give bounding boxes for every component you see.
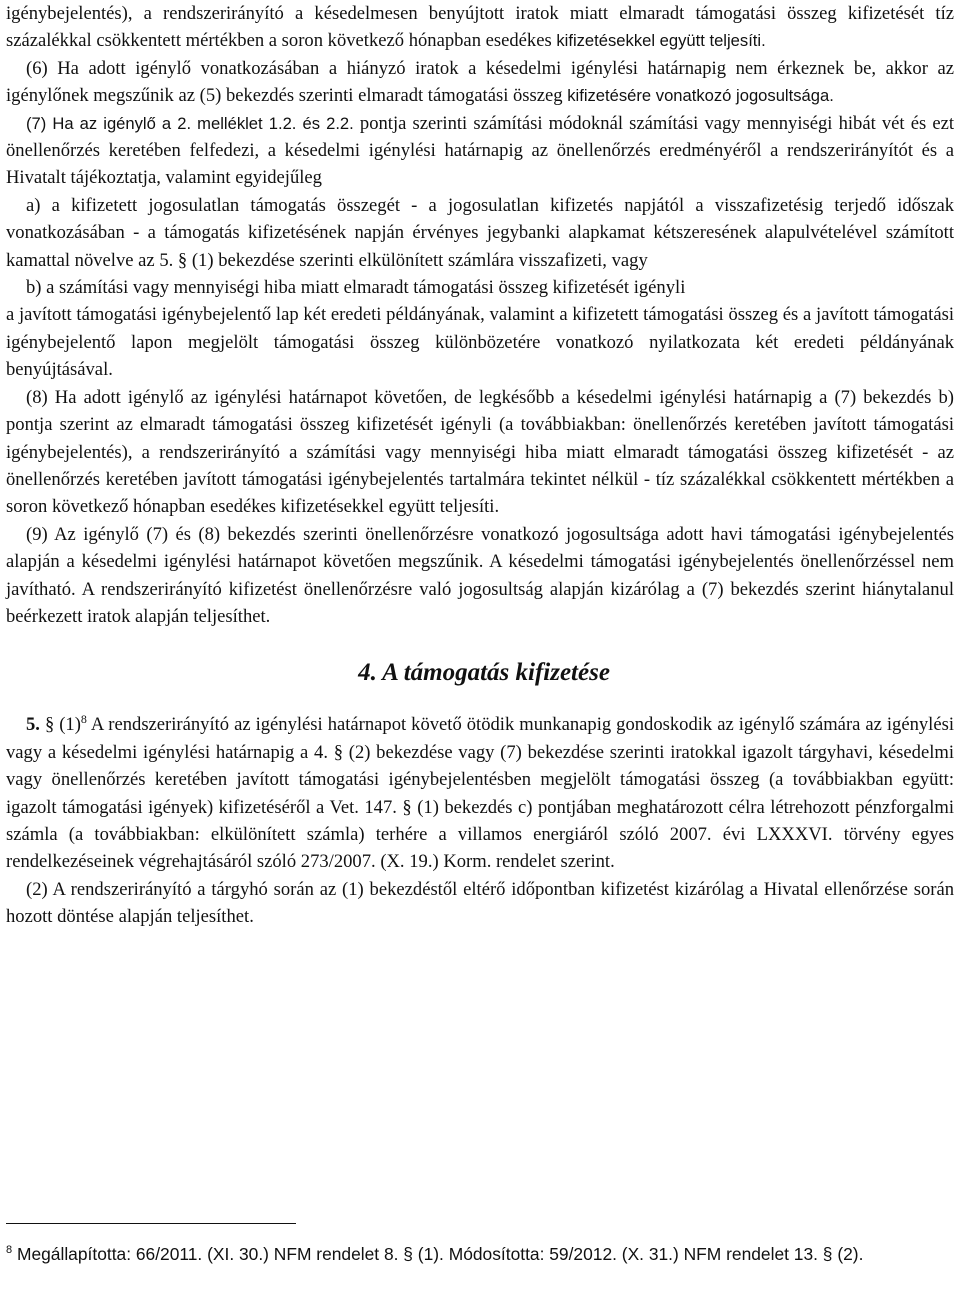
section-5-paragraph-2: (2) A rendszerirányító a tárgyhó során az (1) bekezdéstől eltérő időpontban kifizetést kizárólag a Hivatal ellenőrzése során hozott döntése alapján teljesíthet. bbox=[6, 878, 954, 928]
paragraph-7-point-a: a) a kifizetett jogosulatlan támogatás összegét - a jogosulatlan kifizetés napjától a visszafizetésig terjedő időszak vonatkozásában - a támogatás kifizetésének napján érvényes jegybanki alapkamat kétszeresének alapulvételével számított kamattal növelve az 5. § (1) bekezdése szerinti elkülönített számlára visszafizeti, vagy bbox=[6, 194, 954, 271]
paragraph-9: (9) Az igénylő (7) és (8) bekezdés szerinti önellenőrzésre vonatkozó jogosultsága adott havi támogatási igénybejelentés alapján a késedelmi igénylési határnapot követően megszűnik. A késedelmi támogatási igénybejelentés önellenőrzéssel nem javítható. A rendszerirányító kifizetést önellenőrzésre való jogosultság alapján kizárólag a (7) bekezdés szerint hiánytalanul beérkezett iratok alapján teljesíthet. bbox=[6, 523, 954, 627]
paragraph-8: (8) Ha adott igénylő az igénylési határnapot követően, de legkésőbb a késedelmi igénylési határnapig a (7) bekezdés b) pontja szerint az elmaradt támogatási összeg kifizetését igényli (a továbbiakban: önellenőrzés keretében javított támogatási igénybejelentés), a rendszerirányító a számítási vagy mennyiségi hiba miatt elmaradt támogatási összeg kifizetését - az önellenőrzés keretében javított támogatási igénybejelentés tartalmára tekintet nélkül - tíz százalékkal csökkentett mértékben a soron következő hónapban esedékes kifizetésekkel együtt teljesíti. bbox=[6, 386, 954, 518]
footnote-separator bbox=[6, 1223, 296, 1224]
paragraph-7 bbox=[6, 110, 954, 192]
paragraph-continuation-end: kifizetésekkel együtt teljesíti. bbox=[556, 31, 766, 51]
document-page bbox=[6, 0, 954, 931]
paragraph-continuation bbox=[6, 0, 954, 55]
section-paragraph-lead: § (1) bbox=[39, 714, 81, 736]
section-5-paragraph-1 bbox=[6, 711, 954, 875]
paragraph-7-lead: (7) Ha az igénylő a 2. melléklet 1.2. és 2.2. bbox=[26, 113, 354, 133]
paragraph-7-text: pontja szerinti számítási módoknál számítási vagy mennyiségi hibát vét és ezt önellenőrzés keretében felfedezi, a késedelmi igénylési határnapig az önellenőrzés eredményéről a rendszerirányítót és a Hivatalt tájékoztatja, valamint egyidejűleg bbox=[6, 112, 954, 189]
footnote-text: Megállapította: 66/2011. (XI. 30.) NFM rendelet 8. § (1). Módosította: 59/2012. (X. 31.) NFM rendelet 13. § (2). bbox=[12, 1244, 864, 1264]
section-number: 5. bbox=[26, 714, 40, 736]
section-paragraph-text: A rendszerirányító az igénylési határnapot követő ötödik munkanapig gondoskodik az igénylő számára az igénylési vagy a késedelmi igénylési határnapig a 4. § (2) bekezdése vagy (7) bekezdése szerinti iratokkal igazolt tárgyhavi, késedelmi vagy önellenőrzés keretében javított támogatási igénybejelentésben megjelölt támogatási összeg (a továbbiakban együtt: igazolt támogatási igények) kifizetéséről a Vet. 147. § (1) bekezdés c) pontjában meghatározott célra létrehozott pénzforgalmi számla (a továbbiakban: elkülönített számla) terhére a villamos energiáról szóló 2007. évi LXXXVI. törvény egyes rendelkezéseinek végrehajtásáról szóló 273/2007. (X. 19.) Korm. rendelet szerint. bbox=[6, 714, 955, 873]
footnote bbox=[6, 1241, 946, 1268]
footnote-reference[interactable]: 8 bbox=[80, 712, 87, 727]
paragraph-6 bbox=[6, 55, 954, 110]
section-heading: 4. A támogatás kifizetése bbox=[358, 659, 610, 687]
paragraph-continuation-text: igénybejelentés), a rendszerirányító a késedelmesen benyújtott iratok miatt elmaradt támogatási összeg kifizetését tíz százalékkal csökkentett mértékben a soron következő hónapban esedékes bbox=[6, 3, 954, 52]
paragraph-6-end: kifizetésére vonatkozó jogosultsága. bbox=[567, 86, 834, 106]
paragraph-6-text: (6) Ha adott igénylő vonatkozásában a hiányzó iratok a késedelmi igénylési határnapig nem érkeznek be, akkor az igénylőnek megszűnik az (5) bekezdés szerinti elmaradt támogatási összeg bbox=[6, 57, 954, 107]
paragraph-7-tail: a javított támogatási igénybejelentő lap két eredeti példányának, valamint a kifizetett támogatási összeg és a javított támogatási igénybejelentő lapon megjelölt támogatási összeg különbözetére vonatkozó nyilatkozata két eredeti példányának benyújtásával. bbox=[6, 304, 954, 381]
paragraph-7-point-b: b) a számítási vagy mennyiségi hiba miatt elmaradt támogatási összeg kifizetését igényli bbox=[26, 277, 686, 299]
footnote-number: 8 bbox=[6, 1244, 13, 1256]
